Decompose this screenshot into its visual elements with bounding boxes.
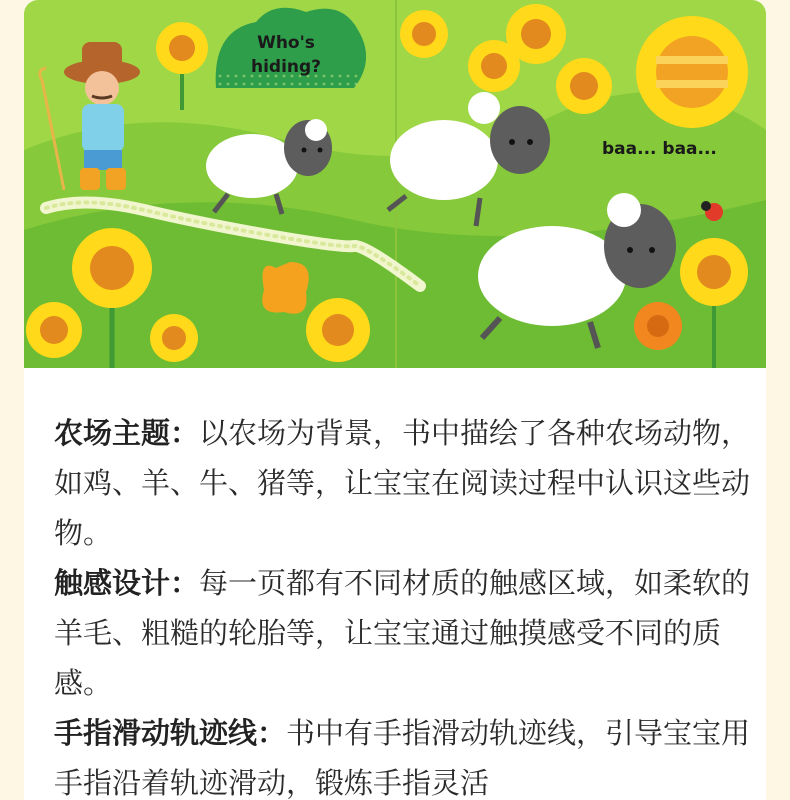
paragraph-heading: 农场主题： — [54, 416, 200, 450]
sunflower — [26, 302, 82, 358]
description-text — [54, 408, 754, 800]
orange-flower — [262, 262, 309, 314]
sunflower-big — [636, 16, 748, 128]
paragraph-heading: 触感设计： — [54, 566, 200, 600]
sunflower — [306, 298, 370, 362]
paragraph-heading: 手指滑动轨迹线： — [54, 716, 287, 750]
sound-text: baa... baa... — [602, 139, 717, 159]
paragraph-farm-theme — [54, 408, 754, 558]
bubble-line-2: hiding? — [250, 57, 322, 77]
paragraph-body: 每一页都有不同材质的触感区域，如柔软的羊毛、粗糙的轮胎等，让宝宝通过触摸感受不同的质感。 — [54, 566, 751, 700]
orange-flower — [634, 302, 682, 350]
sunflower — [400, 10, 448, 58]
sunflower — [150, 314, 198, 362]
paragraph-body: 以农场为背景，书中描绘了各种农场动物，如鸡、羊、牛、猪等，让宝宝在阅读过程中认识这些动物。 — [54, 416, 751, 550]
bubble-line-1: Who's — [257, 33, 315, 53]
paragraph-finger-trace — [54, 708, 754, 800]
farm-illustration — [24, 0, 766, 368]
sunflower — [506, 4, 566, 64]
paragraph-body: 书中有手指滑动轨迹线，引导宝宝用手指沿着轨迹滑动，锻炼手指灵活 — [54, 716, 751, 800]
paragraph-touch-design — [54, 558, 754, 708]
content-card — [24, 0, 766, 800]
sunflower — [556, 58, 612, 114]
